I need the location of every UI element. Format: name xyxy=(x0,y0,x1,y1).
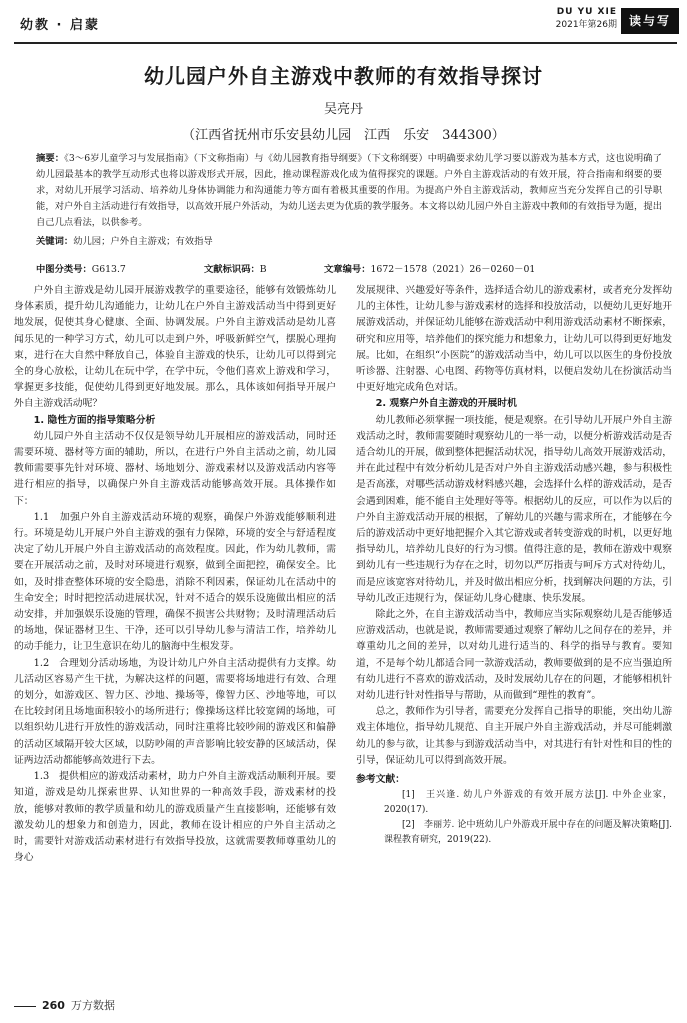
keywords-label: 关键词： xyxy=(36,236,74,247)
journal-logo: 读与写 xyxy=(621,8,679,34)
keywords-text: 幼儿园；户外自主游戏；有效指导 xyxy=(73,236,213,247)
section-heading-1: 1. 隐性方面的指导策略分析 xyxy=(33,414,156,426)
keywords xyxy=(36,234,662,250)
article-number-label: 文章编号： xyxy=(324,264,371,275)
header-rule xyxy=(14,42,677,44)
article-author: 吴亮丹 xyxy=(323,102,363,117)
article-title: 幼儿园户外自主游戏中教师的有效指导探讨 xyxy=(144,64,543,88)
right-column xyxy=(356,283,672,848)
reference-item: [2] 李丽芳. 论中班幼儿户外游戏开展中存在的问题及解决策略[J]. 课程教育研究，2019(22). xyxy=(384,820,672,846)
class-number xyxy=(36,262,126,278)
page-number: 260 xyxy=(42,999,65,1012)
page-footer xyxy=(14,997,115,1013)
footer-dash xyxy=(14,1006,36,1007)
intro-paragraph: 户外自主游戏是幼儿园开展游戏教学的重要途径，能够有效锻炼幼儿身体素质，提升幼儿沟通能力，让幼儿在户外自主游戏活动当中得到更好地发展，促使其身心健康、全面、协调发展。户外自主游戏活动是幼儿喜闻乐见的一种学习方式，幼儿可以走到户外，呼吸新鲜空气，摆脱心理拘束，进行在大自然中释放自己，体验自主游戏的快乐，让幼儿可以得到完全的身心放松，让幼儿在玩中学，在学中玩，令他们喜欢上游戏和学习，掌握更多技能，促使幼儿得到更好地发展。那么，具体该如何指导开展户外自主游戏活动呢？ xyxy=(14,285,336,410)
left-column xyxy=(14,283,336,866)
issue-number: 2021年第26期 xyxy=(555,20,617,30)
abstract xyxy=(36,151,662,231)
article-number xyxy=(324,262,535,278)
database-watermark: 万方数据 xyxy=(70,999,115,1012)
document-code xyxy=(204,262,267,278)
abstract-label: 摘要： xyxy=(36,153,65,164)
section-1-3-continued: 发展规律、兴趣爱好等条件，选择适合幼儿的游戏素材，或者充分发挥幼儿的主体性，让幼儿参与游戏素材的选择和投放活动，以便幼儿更好地开展游戏活动，并保证幼儿能够在游戏活动中利用游戏活动素材不断探索，研究和应用等，培养他们的探究能力和想象力，让幼儿可以得到更好地发展。比如，在组织“小医院”的游戏活动当中，幼儿可以以医生的身份投放听诊器、注射器、心电图、药物等仿真材料，以便启发幼儿在扮演活动当中更好地完成角色对话。 xyxy=(356,285,672,394)
section-1-1-paragraph: 1.1 加强户外自主游戏活动环境的观察，确保户外游戏能够顺利进行。环境是幼儿开展户外自主游戏的强有力保障，环境的安全与舒适程度决定了幼儿开展户外自主游戏活动的高效程度。因此，作为幼儿教师，需要在开展活动之前，及时对环境进行观察，做到全面把控，确保安全。比如，及时排查整体环境的安全隐患，消除不利因素，保证幼儿在活动中的生命安全；时时把控活动进展状况，针对不适合的娱乐设施做出相应的活动安排，并加强娱乐设施的管理，确保不损害公共财物；及时清理活动后的场地，保证器材卫生、干净，还可以引导幼儿参与清洁工作，培养幼儿的动手能力，让卫生意识在幼儿的脑海中生根发芽。 xyxy=(14,511,336,653)
journal-info xyxy=(556,6,617,32)
section-2-paragraph-2: 除此之外，在自主游戏活动当中，教师应当实际观察幼儿是否能够适应游戏活动，也就是说，教师需要通过观察了解幼儿之间存在的差异，并尊重幼儿之间的差异，以对幼儿进行适当的、科学的指导与教育。要知道，不是每个幼儿都适合同一款游戏活动，教师要做到的是不应当强迫所有幼儿进行不喜欢的游戏活动，及时发展幼儿存在的问题，才能够相机针对幼儿进行针对性指导与帮助，从而做到“理性的教育”。 xyxy=(356,609,672,702)
section-heading-2: 2. 观察户外自主游戏的开展时机 xyxy=(375,398,517,410)
journal-english-name: DU YU XIE xyxy=(556,7,617,17)
class-number-value: G613.7 xyxy=(91,264,126,275)
author-affiliation: （江西省抚州市乐安县幼儿园 江西 乐安 344300） xyxy=(182,128,505,143)
page-header xyxy=(0,0,687,44)
section-2-paragraph-1: 幼儿教师必须掌握一项技能，便是观察。在引导幼儿开展户外自主游戏活动之时，教师需要随时观察幼儿的一举一动，以便分析游戏活动是否适合幼儿的开展，做到整体把握活动状况，指导幼儿高效开展游戏活动，并在此过程中有效分析幼儿是否对户外自主游戏活动感兴趣，参与积极性是否高涨，对哪些活动游戏材料感兴趣，会选择什么样的游戏活动，是否会遇到困难，能不能自主处理好等等。根据幼儿的反应，可以作为以后的户外自主游戏活动开展的根据，了解幼儿的兴趣与需求所在，才能够在今后的游戏活动中更好地把握介入其它游戏或者转变游戏的时机，以更好地指导幼儿，培养幼儿良好的行为习惯。值得注意的是，教师在游戏中观察到幼儿有一些违规行为存在之时，切勿以严厉指责与呵斥方式对待幼儿，而是应该宽容对待幼儿，并及时做出相应分析，找到解决问题的方法，引导幼儿改正违规行为，保证幼儿身心健康、快乐发展。 xyxy=(356,414,672,604)
article-number-value: 1672－1578（2021）26－0260－01 xyxy=(370,264,536,275)
section-name: 幼教 · 启蒙 xyxy=(20,18,100,33)
document-code-label: 文献标识码： xyxy=(204,264,260,275)
conclusion-paragraph: 总之，教师作为引导者，需要充分发挥自己指导的职能，突出幼儿游戏主体地位，指导幼儿规范、自主开展户外自主游戏活动，并尽可能刺激幼儿的参与欲，让其参与到游戏活动当中，对其进行有针对性和目的性的引导，保证幼儿可以得到高效开展。 xyxy=(356,706,672,766)
references-heading: 参考文献： xyxy=(356,774,405,786)
document-code-value: B xyxy=(259,264,267,275)
reference-item: [1] 王兴逢. 幼儿户外游戏的有效开展方法[J]. 中外企业家，2020(17). xyxy=(384,790,672,816)
section-1-2-paragraph: 1.2 合理划分活动场地，为设计幼儿户外自主活动提供有力支撑。幼儿活动区容易产生干扰，为解决这样的问题，需要将场地进行有效、合理的划分，如游戏区、智力区、沙地、操场等，像智力区、沙地等地，可以在比较封闭且场地面积较小的场所进行；像操场这样比较宽阔的场地，可以组织幼儿进行开放性的游戏活动，同时注重将比较吵闹的游戏区和偏静的活动区域隔开较大区域，以防吵闹的声音影响比较安静的区域活动，保证两边活动都能够高效进行下去。 xyxy=(14,657,336,766)
section-1-3-paragraph: 1.3 提供相应的游戏活动素材，助力户外自主游戏活动顺利开展。要知道，游戏是幼儿探索世界、认知世界的一种高效手段，游戏素材的投放，能够对教师的教学质量和幼儿的游戏质量产生直接影响，还能够有效激发幼儿的想象力和创造力，因此，教师在设计相应的户外自主活动之时，需要针对游戏活动素材进行有效指导投放，这就需要教师尊重幼儿的身心 xyxy=(14,771,336,864)
section-1-paragraph: 幼儿园户外自主活动不仅仅是领导幼儿开展相应的游戏活动，同时还需要环境、器材等方面的辅助，所以，在进行户外自主活动之前，幼儿园教师需要事先针对环境、器材、场地划分、游戏素材以及游戏活动内容等进行相应的指导，以确保户外自主游戏活动能够高效开展。具体操作如下： xyxy=(14,430,336,507)
class-number-label: 中图分类号： xyxy=(36,264,92,275)
abstract-text: 《3～6岁儿童学习与发展指南》（下文称指南）与《幼儿园教育指导纲要》（下文称纲要）中明确要求幼儿学习要以游戏为基本方式，这也说明确了幼儿园最基本的教学互动形式也将以游戏形式开展，因此，推动课程游戏化成为值得探究的课题。户外自主游戏活动的有效开展，符合指南和纲要的要求，对幼儿开展学习活动、培养幼儿身体协调能力和沟通能力等方面有着极其重要的作用。为提高户外自主游戏活动，教师应当充分发挥自己的引导职能，对户外自主活动进行有效指导，以高效开展户外活动，为幼儿送去更为优质的教学服务。本文将以幼儿园户外自主游戏中教师的有效指导为题，提出自己几点看法，以供参考。 xyxy=(36,153,662,228)
